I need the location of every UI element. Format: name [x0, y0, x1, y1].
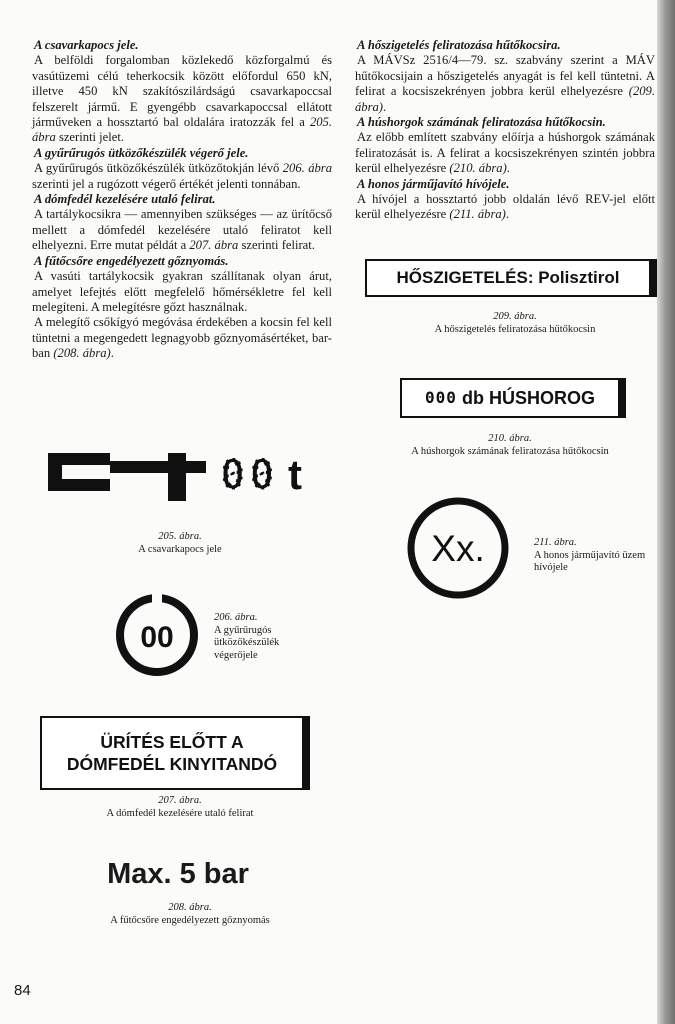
text: A melegítő csőkígyó megóvása érdekében a kocsin fel kell tüntetni a megengedett legnagyobb gőznyomásértéket, bar-ban [32, 315, 332, 361]
coupling-symbol-stem [168, 453, 186, 501]
figure-ref: 206. ábra [282, 161, 333, 176]
text: A MÁVSz 2516/4—79. sz. szabvány szerint a MÁV hűtőkocsijain a hőszigetelés anyagát is fel kell tüntetni. A felirat a kocsiszekrényen jobbra kerül elhelyezésre [355, 53, 655, 99]
meat-hook-count: 000 [425, 388, 457, 407]
figure-ref: 207. ábra [189, 238, 239, 253]
text: . [383, 99, 387, 114]
coupling-symbol-shape [48, 453, 110, 491]
heading-hoszigeteles: A hőszigetelés feliratozása hűtőkocsira. [357, 38, 561, 52]
paragraph-domfedel [32, 207, 332, 253]
figure-ref: (209. ábra) [355, 84, 655, 114]
text: szerinti jel a rugózott végerő értékét jelenti tonnában. [32, 176, 301, 191]
page-number: 84 [14, 982, 31, 999]
text: A tartálykocsikra — amennyiben szükséges — az ürítőcső mellett a dómfedél kezelésére utaló feliratot kell elhelyezni. Erre mutat példát a [32, 207, 332, 253]
coupling-sign-digits: 00 [220, 450, 279, 499]
left-column [32, 38, 332, 362]
figure-caption-text: A húshorgok számának feliratozása hűtőkocsin [411, 445, 609, 457]
dome-cover-line-1: ÜRÍTÉS ELŐTT A [100, 732, 244, 752]
text: A belföldi forgalomban közlekedő közforgalmú és vasútüzemi célú teherkocsik között előfordul 650 kN, illetve 450 kN szakítószilárdságú csavarkapoccsal felszerelt jármű. E gyengébb csavarkapoccsal ellátott járműveken a hossztartó bal oldalára iratozzák fel a [32, 53, 332, 130]
text: . [506, 161, 510, 176]
ring-spring-value: 00 [140, 621, 174, 654]
paragraph-hoszigeteles [355, 53, 655, 115]
figure-number: 207. ábra. [158, 795, 202, 806]
meat-hook-label: db HÚSHOROG [461, 388, 595, 408]
coupling-symbol-bar [110, 461, 206, 473]
figure-caption-text: A gyűrűrugós ütközőkészülék végerőjele [214, 624, 280, 661]
page-edge-shadow [657, 0, 675, 1024]
paragraph-futocso-a: A vasúti tartálykocsik gyakran szállítanak olyan árut, amelyet lefejtés előtt megfelelő hőmérsékletre fel kell melegíteni. A melegítésre gőzt használnak. [32, 269, 332, 314]
home-workshop-sign [405, 495, 511, 601]
figure-209-caption [395, 311, 635, 336]
text: szerinti jelet. [55, 130, 124, 145]
figure-caption-text: A dómfedél kezelésére utaló felirat [106, 807, 254, 819]
figure-ref: (208. ábra) [53, 346, 111, 361]
figure-205-caption [100, 531, 260, 556]
dome-cover-sign [40, 716, 304, 790]
figure-caption-text: A hőszigetelés feliratozása hűtőkocsin [434, 323, 596, 335]
heading-gyurururugos: A gyűrűrugós ütközőkészülék végerő jele. [34, 145, 249, 160]
ring-spring-sign [114, 592, 200, 678]
figure-number: 205. ábra. [158, 531, 202, 542]
figure-caption-text: A honos járműjavító üzem hívójele [534, 549, 646, 573]
figure-number: 206. ábra. [214, 612, 258, 623]
heading-csavarkapocs: A csavarkapocs jele. [34, 38, 139, 52]
max-pressure-text: Max. 5 bar [107, 858, 249, 890]
ring-gap [152, 592, 162, 604]
figure-number: 210. ábra. [488, 433, 532, 444]
figure-208-caption [70, 902, 310, 927]
figure-number: 208. ábra. [168, 902, 212, 913]
text: Az előbb említett szabvány előírja a húshorgok számának feliratozását is. A felirat a kocsiszekrényen szintén jobbra kerül elhelyezésre [355, 130, 655, 176]
figure-number: 211. ábra. [534, 537, 577, 548]
paragraph-futocso-b [32, 315, 332, 361]
paragraph-csavarkapocs [32, 53, 332, 145]
text: . [110, 346, 114, 361]
paragraph-gyurururugos [32, 161, 332, 192]
text: . [505, 207, 509, 222]
figure-ref: 205. ábra [32, 115, 332, 145]
heading-hivojel: A honos járműjavító hívójele. [357, 176, 510, 191]
meat-hook-sign [400, 378, 620, 418]
heading-domfedel: A dómfedél kezelésére utaló felirat. [34, 192, 216, 207]
figure-ref: (211. ábra) [449, 207, 506, 222]
figure-ref: (210. ábra) [449, 161, 507, 176]
heading-hushorog: A húshorgok számának feliratozása hűtőkocsin. [357, 115, 606, 130]
insulation-sign: HŐSZIGETELÉS: Polisztirol [365, 259, 651, 297]
figure-210-caption [380, 433, 640, 458]
heading-futocso: A fűtőcsőre engedélyezett gőznyomás. [34, 253, 229, 268]
dome-cover-line-2: DÓMFEDÉL KINYITANDÓ [66, 754, 278, 774]
right-column [355, 38, 655, 223]
paragraph-hushorog [355, 130, 655, 176]
figure-caption-text: A csavarkapocs jele [138, 543, 222, 555]
figure-206-caption [214, 612, 324, 662]
paragraph-hivojel [355, 192, 655, 223]
figure-207-caption [60, 795, 300, 820]
coupling-sign-suffix: t [288, 451, 302, 498]
figure-number: 209. ábra. [493, 311, 537, 322]
text: szerinti felirat. [238, 238, 315, 253]
workshop-code: Xx. [431, 528, 485, 569]
figure-caption-text: A fűtőcsőre engedélyezett gőznyomás [110, 914, 270, 926]
text: A hívójel a hossztartó jobb oldalán lévő REV-jel előtt kerül elhelyezésre [355, 192, 655, 222]
figure-211-caption [534, 537, 654, 575]
text: A gyűrűrugós ütközőkészülék ütközőtokján lévő [34, 161, 283, 176]
screw-coupling-sign [48, 445, 318, 505]
